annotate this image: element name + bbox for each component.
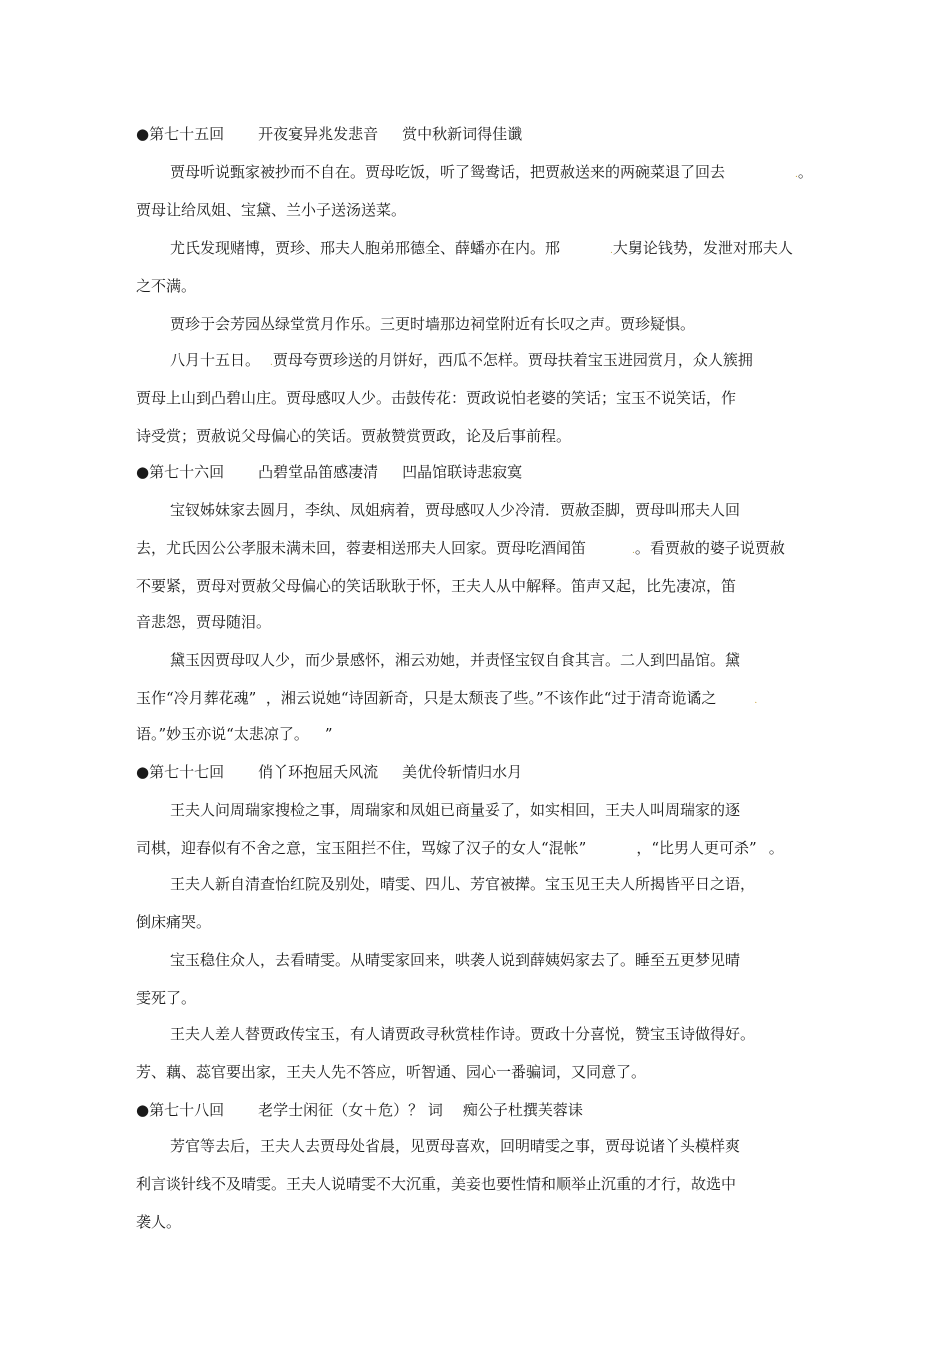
text-line: [170, 350, 753, 373]
bullet-icon: ●: [136, 763, 150, 781]
text-line: 王夫人问周瑞家搜检之事，周瑞家和凤姐已商量妥了，如实相回，王夫人叫周瑞家的逐: [170, 801, 741, 819]
text-segment: 。: [768, 839, 784, 857]
stray-mark: .: [610, 246, 613, 256]
text-line: [136, 688, 757, 711]
text-line: 雯死了。: [136, 989, 197, 1007]
text-line: 贾母上山到凸碧山庄。贾母感叹人少。击鼓传花：贾政说怕老婆的笑话；宝玉不说笑话，作: [136, 389, 737, 407]
chapter-number: 第七十七回: [149, 763, 225, 781]
text-segment: 去，尤氏因公公孝服未满未回，蓉妻相送邢夫人回家。贾母吃酒闻笛: [136, 539, 587, 557]
text-segment: 贾母夸贾珍送的月饼好，西瓜不怎样。贾母扶着宝玉进园赏月，众人簇拥: [272, 351, 753, 369]
text-line: 宝玉稳住众人，去看晴雯。从晴雯家回来，哄袭人说到薛姨妈家去了。睡至五更梦见晴: [170, 951, 741, 969]
text-line: 黛玉因贾母叹人少，而少景感怀，湘云劝她，并责怪宝钗自食其言。二人到凹晶馆。黛: [170, 651, 741, 669]
chapter-title-second: 凹晶馆联诗悲寂寞: [402, 463, 523, 481]
chapter-title-second: 美优伶斩情归水月: [402, 763, 523, 781]
chapter-number: 第七十五回: [149, 125, 225, 143]
text-line: 贾母让给凤姐、宝黛、兰小子送汤送菜。: [136, 201, 407, 219]
text-line: 音悲怨，贾母随泪。: [136, 613, 272, 631]
chapter-heading-78: [136, 1100, 583, 1120]
chapter-heading-76: [136, 462, 522, 482]
bullet-icon: ●: [136, 463, 150, 481]
text-segment: 。看贾赦的婆子说贾赦: [634, 539, 785, 557]
text-segment: ，“比男人更可杀”: [636, 839, 757, 857]
text-line: 芳、藕、蕊官要出家，王夫人先不答应，听智通、园心一番骗词，又同意了。: [136, 1063, 647, 1081]
text-line: [170, 162, 813, 185]
text-segment: 大舅论钱势，发泄对邢夫人: [612, 239, 793, 257]
chapter-number: 第七十六回: [149, 463, 225, 481]
text-line: 袭人。: [136, 1213, 182, 1231]
text-line: 倒床痛哭。: [136, 913, 212, 931]
text-line: 不要紧，贾母对贾赦父母偏心的笑话耿耿于怀，王夫人从中解释。笛声又起，比先凄凉，笛: [136, 577, 737, 595]
text-line: [136, 538, 785, 561]
text-segment: 贾母听说甄家被抄而不自在。贾母吃饭，听了鸳鸯话，把贾赦送来的两碗菜退了回去: [170, 163, 726, 181]
text-segment: 司棋，迎春似有不舍之意，宝玉阻拦不住，骂嫁了汉子的女人“混帐”: [136, 839, 587, 857]
chapter-title-first: 凸碧堂品笛感凄清: [258, 463, 379, 481]
stray-mark: .: [270, 358, 273, 368]
text-line: 芳官等去后，王夫人去贾母处省晨，见贾母喜欢，回明晴雯之事，贾母说诸丫头模样爽: [170, 1137, 741, 1155]
text-line: [170, 238, 793, 261]
chapter-title-first: 俏丫环抱屈夭风流: [258, 763, 379, 781]
text-segment: 尤氏发现赌博，贾珍、邢夫人胞弟邢德全、薛蟠亦在内。邢: [170, 239, 561, 257]
text-line: 之不满。: [136, 277, 197, 295]
stray-mark: .: [632, 546, 635, 556]
chapter-title-first: 老学士闲征（女＋危）？ 词: [258, 1101, 443, 1119]
text-segment: 玉作“冷月葬花魂” ，湘云说她“诗固新奇，只是太颓丧了些。”不该作此“过于清奇诡谲之: [136, 689, 717, 707]
bullet-icon: ●: [136, 1101, 150, 1119]
text-line: 诗受赏；贾赦说父母偏心的笑话。贾赦赞赏贾政，论及后事前程。: [136, 427, 572, 445]
chapter-title-second: 赏中秋新词得佳谶: [402, 125, 523, 143]
chapter-heading-75: [136, 124, 522, 144]
chapter-title-second: 痴公子杜撰芙蓉诔: [462, 1101, 583, 1119]
text-line: 王夫人差人替贾政传宝玉，有人请贾政寻秋赏桂作诗。贾政十分喜悦，赞宝玉诗做得好。: [170, 1025, 756, 1043]
chapter-heading-77: [136, 762, 522, 782]
text-line: 贾珍于会芳园丛绿堂赏月作乐。三更时墙那边祠堂附近有长叹之声。贾珍疑惧。: [170, 315, 696, 333]
text-segment: 八月十五日。: [170, 351, 261, 369]
stray-mark: .: [754, 696, 758, 706]
chapter-number: 第七十八回: [149, 1101, 225, 1119]
text-line: 王夫人新自清查怡红院及别处，晴雯、四儿、芳官被撵。宝玉见王夫人所揭皆平日之语，: [170, 875, 756, 893]
text-line: 利言谈针线不及晴雯。王夫人说晴雯不大沉重，美妾也要性情和顺举止沉重的才行，故选中: [136, 1175, 737, 1193]
text-segment: ”: [324, 725, 333, 743]
text-line: [136, 838, 784, 858]
bullet-icon: ●: [136, 125, 150, 143]
text-segment: 语。”妙玉亦说“太悲凉了。: [136, 725, 309, 743]
chapter-title-first: 开夜宴异兆发悲音: [258, 125, 379, 143]
stray-mark: .: [795, 170, 798, 180]
text-line: [136, 724, 333, 744]
text-line: 宝钗姊妹家去圆月，李纨、凤姐病着，贾母感叹人少冷清．贾赦歪脚，贾母叫邢夫人回: [170, 501, 741, 519]
text-segment: 。: [797, 163, 813, 181]
